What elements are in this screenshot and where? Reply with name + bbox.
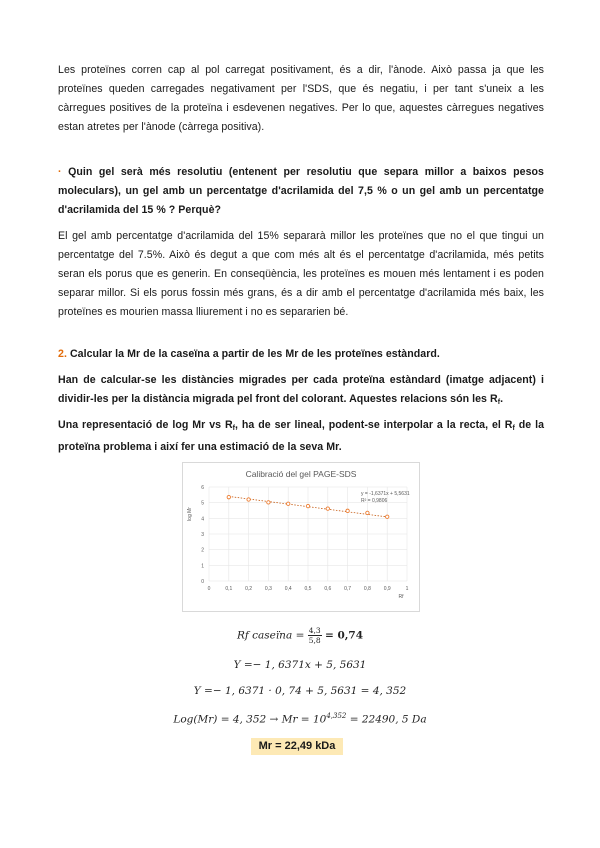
p2-text-a: Una representació de log Mr vs R <box>58 419 233 431</box>
x-tick-label: 0,9 <box>383 586 391 592</box>
trendline-equation: y = -1,6371x + 5,5631 <box>361 491 410 497</box>
log-left: Log(Mr) = 4, 352 → Mr = 10 <box>173 713 327 726</box>
x-tick-label: 0,4 <box>284 586 292 592</box>
data-point <box>267 501 270 504</box>
result-highlight: Mr = 22,49 kDa <box>251 738 343 755</box>
x-tick-label: 0,3 <box>264 586 272 592</box>
data-point <box>346 509 349 512</box>
data-point <box>306 504 309 507</box>
section-2-number: 2. <box>58 348 67 360</box>
x-tick-label: 0,2 <box>245 586 253 592</box>
answer-paragraph: El gel amb percentatge d'acrilamida del 15% separarà millor les proteïnes que no el que tingui un percentatge del 7.5%. Això és degut a que com més alt és el percentatge d'acrilamida, més petits seran els porus que es generin. En conseqüència, les proteïnes es mouen més lentament i es poden separar millor. Si els porus fossin més grans, és a dir amb el percentatge d'acrilamida més baix, les proteïnes es mourien massa lliurement i no es separarien bé. <box>58 230 544 318</box>
section-2-paragraph-1 <box>58 371 544 412</box>
section-2-heading <box>58 345 544 364</box>
data-point <box>287 502 290 505</box>
x-tick-label: 0,1 <box>225 586 233 592</box>
data-point <box>326 507 329 510</box>
data-point <box>386 515 389 518</box>
data-point <box>247 498 250 501</box>
intro-paragraph: Les proteïnes corren cap al pol carregat positivament, és a dir, l'ànode. Això passa ja que les proteïnes queden carregades negativament per l'SDS, que és negatiu, i per tant s'uneix a les càrregues positives de la proteïna i esdevenen negatives. Per lo que, aquestes càrregues negatives estan atretes per l'ànode (càrrega positiva). <box>58 64 544 133</box>
rf-numerator: 4,3 <box>308 626 321 635</box>
y-tick-label: 6 <box>201 485 204 491</box>
data-point <box>227 495 230 498</box>
p2-subscript-1: f <box>232 425 236 432</box>
y-axis-label: log Mr <box>187 507 193 521</box>
equation-rf: Rf caseïna = $\frac{4,3}{5,8}$ = 0,74 <box>236 626 364 645</box>
section-2-paragraph-2 <box>58 416 544 457</box>
calibration-chart <box>182 462 420 612</box>
y-tick-label: 0 <box>201 579 204 585</box>
x-tick-label: 0,8 <box>363 586 371 592</box>
y-tick-label: 3 <box>201 532 204 538</box>
data-point <box>366 511 369 514</box>
p1-text: Han de calcular-se les distàncies migrades per cada proteïna estàndard (imatge adjacent) i dividir-les per la distància migrada pel front del colorant. Aquestes relacions són les R <box>58 374 544 405</box>
p1-subscript: f <box>497 399 501 406</box>
rf-fraction <box>308 626 322 645</box>
p2-subscript-2: f <box>512 425 515 432</box>
chart-svg <box>183 463 419 611</box>
y-tick-label: 1 <box>201 563 204 570</box>
log-right: = 22490, 5 Da <box>349 713 427 726</box>
equation-log <box>0 712 600 726</box>
y-tick-label: 2 <box>201 547 204 554</box>
equation-substitution: Y =− 1, 6371 · 0, 74 + 5, 5631 = 4, 352 <box>193 685 407 697</box>
chart-title: Calibració del gel PAGE-SDS <box>245 469 357 479</box>
question-paragraph <box>58 163 544 220</box>
x-tick-label: 1 <box>405 586 409 592</box>
question-bullet: · <box>58 166 62 178</box>
rf-result: = 0,74 <box>325 629 364 642</box>
section-2-title: Calcular la Mr de la caseïna a partir de les Mr de les proteïnes estàndard. <box>69 348 440 360</box>
log-exponent: 4,352 <box>326 712 347 720</box>
p2-text-c: de la proteïna problema i així fer una estimació de la seva Mr. <box>58 419 545 453</box>
x-tick-label: 0,7 <box>344 586 352 592</box>
question-text: Quin gel serà més resolutiu (entenent per resolutiu que separa millor a baixos pesos moleculars), un gel amb un percentatge d'acrilamida del 7,5 % o un gel amb un percentatge d'acrilamida del 15 % ? Perquè? <box>58 166 544 216</box>
y-tick-label: 4 <box>201 516 204 523</box>
p1-end: . <box>500 393 504 405</box>
rf-denominator: 5,8 <box>308 636 321 645</box>
y-tick-label: 5 <box>201 500 204 507</box>
p2-text-b: , ha de ser lineal, podent-se interpolar a la recta, el R <box>235 419 513 431</box>
x-axis-label: Rf <box>398 594 404 600</box>
x-tick-label: 0,6 <box>324 586 332 592</box>
x-tick-label: 0,5 <box>304 586 312 592</box>
equation-line: Y =− 1, 6371x + 5, 5631 <box>233 659 367 671</box>
x-tick-label: 0 <box>207 586 211 592</box>
rf-label: Rf caseïna <box>236 629 293 642</box>
trendline-r2: R² = 0,9806 <box>361 498 388 504</box>
